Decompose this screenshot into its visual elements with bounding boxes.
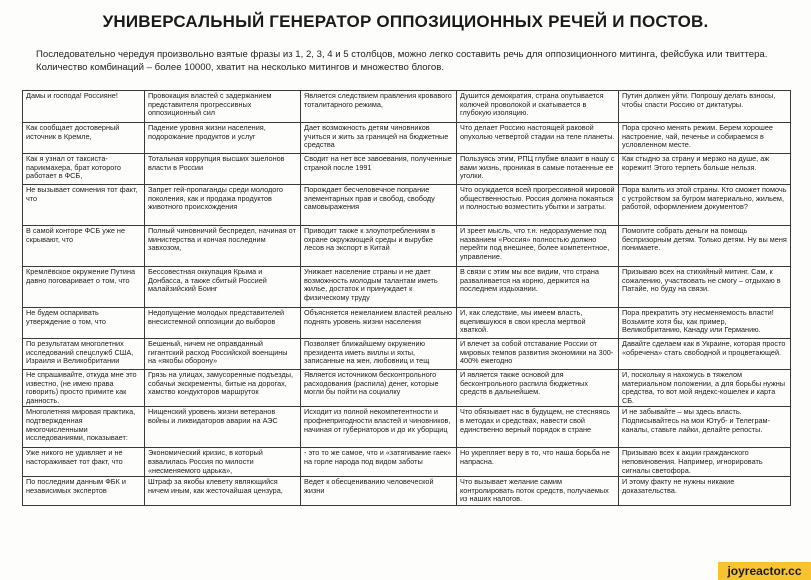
table-cell-col2: Грязь на улицах, замусоренные подъезды, собачьи экскременты, битые на дорогах, хамство кондукторов маршруток [145,370,301,407]
table-cell-col3: Исходит из полной некомпетентности и профнепригодности властей и чиновников, начиная от губернаторов и до их уборщиц [301,407,457,448]
table-row [23,154,791,185]
table-cell-col4: И является также основой для бесконтрольного распила бюджетных средств в дальнейшем. [457,370,619,407]
table-cell-col5: Призываю всех к акции гражданского неповиновения. Например, игнорировать сигналы светофора. [619,448,791,477]
table-cell-col5: Помогите собрать деньги на помощь беспризорным детям. Только детям. Ну вы меня понимаете. [619,226,791,267]
table-cell-col3: Приводит также к злоупотреблениям в охране окружающей среды и вырубке лесов на экспорт в Китай [301,226,457,267]
table-cell-col3: - это то же самое, что и «затягивание гаек» на горле народа под видом заботы [301,448,457,477]
table-cell-col3: Унижает население страны и не дает возможность молодым талантам иметь жилье, достаток и принуждает к физическому труду [301,267,457,308]
phrase-table [22,90,791,506]
watermark: joyreactor.cc [718,562,811,580]
table-cell-col5: Пора срочно менять режим. Берем хорошее настроение, чай, печенье и собираемся в условленном месте. [619,123,791,154]
table-row [23,91,791,123]
table-cell-col2: Полный чиновничий беспредел, начиная от министерства и кончая последним завхозом, [145,226,301,267]
table-cell-col4: Что осуждается всей прогрессивной мировой общественностью. Россия должна покаяться и полностью возместить убытки и затраты. [457,185,619,226]
table-cell-col5: И не забывайте – мы здесь власть. Подписывайтесь на мои Ютуб- и Телеграм-каналы, ставьте лайки, делайте репосты. [619,407,791,448]
table-cell-col2: Провокация властей с задержанием представителя прогрессивных оппозиционный сил [145,91,301,123]
table-cell-col4: Что делает Россию настоящей раковой опухолью четвертой стадии на теле планеты. [457,123,619,154]
table-row [23,123,791,154]
table-cell-col2: Падение уровня жизни населения, подорожание продуктов и услуг [145,123,301,154]
table-cell-col1: В самой конторе ФСБ уже не скрывают, что [23,226,145,267]
table-cell-col3: Позволяет ближайшему окружению президента иметь виллы и яхты, записанные на жен, любовниц и тещ [301,339,457,370]
table-row [23,339,791,370]
table-cell-col2: Бессовестная оккупация Крыма и Донбасса, а также сбитый Россией малайзийский Боинг [145,267,301,308]
table-cell-col5: Призываю всех на стихийный митинг. Сам, к сожалению, участвовать не смогу – отдыхаю в Патайе, но буду на связи. [619,267,791,308]
table-cell-col1: Не спрашивайте, откуда мне это известно, (не имею права говорить) просто примите как данность. [23,370,145,407]
table-cell-col1: Не вызывает сомнения тот факт, что [23,185,145,226]
table-cell-col4: Пользуясь этим, РПЦ глубже влазит в нашу с вами жизнь, проникая в самые потаенные ее уголки. [457,154,619,185]
table-cell-col3: Является источником бесконтрольного расходования (распила) денег, которые могли бы пойти на социалку [301,370,457,407]
table-cell-col5: Путин должен уйти. Попрошу делать взносы, чтобы спасти Россию от диктатуры. [619,91,791,123]
table-cell-col3: Дает возможность детям чиновников учиться и жить за границей на бюджетные средства [301,123,457,154]
table-cell-col5: И, поскольку я нахожусь в тяжелом материальном положении, а для борьбы нужны средства, то вот мой яндекс-кошелек и карта СБ. [619,370,791,407]
table-cell-col4: Что обязывает нас в будущем, не стесняясь в методах и средствах, навести свой единственно верный порядок в стране [457,407,619,448]
table-row [23,267,791,308]
table-cell-col1: Как я узнал от таксиста-парикмахера, брат которого работает в ФСБ, [23,154,145,185]
table-cell-col5: Пора прекратить эту несменяемость власти! Возьмите хотя бы, как пример, Великобританию, Канаду или Германию. [619,308,791,339]
table-cell-col4: И, как следствие, мы имеем власть, вцепившуюся в свои кресла мертвой хваткой. [457,308,619,339]
table-row [23,185,791,226]
table-cell-col1: Уже никого не удивляет и не настораживает тот факт, что [23,448,145,477]
table-cell-col1: Кремлёвское окружение Путина давно поговаривает о том, что [23,267,145,308]
table-cell-col4: Душится демократия, страна опутывается колючей проволокой и скатывается в глубокую изоляцию. [457,91,619,123]
table-cell-col1: Не будем оспаривать утверждение о том, что [23,308,145,339]
table-cell-col5: Пора валить из этой страны. Кто сможет помочь с устройством за бугром материально, жильем, работой, оформлением документов? [619,185,791,226]
table-cell-col3: Ведет к обесцениванию человеческой жизни [301,477,457,506]
table-row [23,370,791,407]
table-row [23,477,791,506]
table-row [23,308,791,339]
table-cell-col4: И влечет за собой отставание России от мировых темпов развития экономики на 300-400% ежегодно [457,339,619,370]
table-cell-col4: Что вызывает желание самим контролировать поток средств, получаемых из наших налогов. [457,477,619,506]
table-cell-col2: Недопущение молодых представителей внесистемной оппозиции до выборов [145,308,301,339]
table-cell-col3: Сводит на нет все завоевания, полученные страной после 1991 [301,154,457,185]
table-cell-col1: Дамы и господа! Россияне! [23,91,145,123]
table-cell-col1: По результатам многолетних исследований спецслужб США, Израиля и Великобритании [23,339,145,370]
table-row [23,407,791,448]
table-row [23,448,791,477]
table-cell-col5: Как стыдно за страну и мерзко на душе, аж корежит! Этого терпеть больше нельзя. [619,154,791,185]
table-cell-col2: Запрет гей-пропаганды среди молодого поколения, как и продажа продуктов животного происхождения [145,185,301,226]
table-cell-col3: Объясняется нежеланием властей реально поднять уровень жизни населения [301,308,457,339]
table-row [23,226,791,267]
table-cell-col1: По последним данным ФБК и независимых экспертов [23,477,145,506]
table-cell-col5: И этому факту не нужны никакие доказательства. [619,477,791,506]
table-cell-col4: И зреет мысль, что т.н. недоразумение под названием «Россия» полностью должно перейти под внешнее, более компетентное, управление. [457,226,619,267]
intro-paragraph: Последовательно чередуя произвольно взятые фразы из 1, 2, 3, 4 и 5 столбцов, можно легко составить речь для оппозиционного митинга, фейсбука или твиттера. Количество комбинаций – более 10000, хватит на несколько митингов и множество блогов. [36,49,768,73]
table-cell-col1: Многолетняя мировая практика, подтвержденная многочисленными исследованиями, показывает: [23,407,145,448]
table-cell-col2: Штраф за якобы клевету являющийся ничем иным, как жесточайшая цензура, [145,477,301,506]
table-cell-col2: Бешеный, ничем не оправданный гигантский расход Российской военщины на «якобы оборону» [145,339,301,370]
table-cell-col2: Тотальная коррупция высших эшелонов власти в России [145,154,301,185]
table-cell-col1: Как сообщает достоверный источник в Кремле, [23,123,145,154]
table-cell-col4: В связи с этим мы все видим, что страна разваливается на корню, держится на последнем издыхании. [457,267,619,308]
table-cell-col2: Экономический кризис, в который взвалилась Россия по милости «несменяемого царька», [145,448,301,477]
table-cell-col4: Но укрепляет веру в то, что наша борьба не напрасна. [457,448,619,477]
page-title: УНИВЕРСАЛЬНЫЙ ГЕНЕРАТОР ОППОЗИЦИОННЫХ РЕЧЕЙ И ПОСТОВ. [102,12,709,31]
table-cell-col5: Давайте сделаем как в Украине, которая просто «обречена» стать свободной и процветающей. [619,339,791,370]
table-cell-col3: Порождает бесчеловечное попрание элементарных прав и свобод, свободу самовыражения [301,185,457,226]
table-cell-col2: Нищенский уровень жизни ветеранов войны и ликвидаторов аварии на АЭС [145,407,301,448]
table-cell-col3: Является следствием правления кровавого тоталитарного режима, [301,91,457,123]
